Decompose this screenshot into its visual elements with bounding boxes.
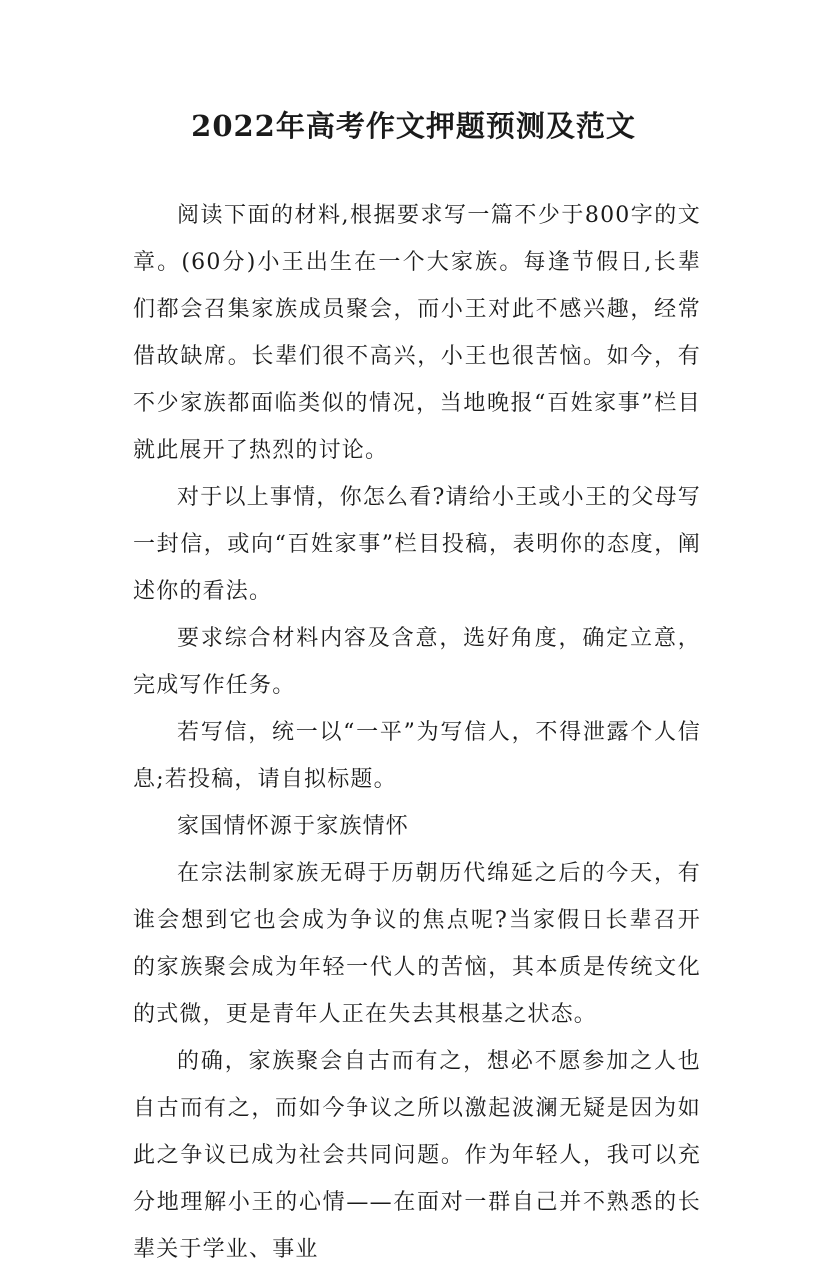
paragraph-question: 对于以上事情，你怎么看?请给小王或小王的父母写一封信，或向“百姓家事”栏目投稿，表明你的态度，阐述你的看法。 xyxy=(133,485,701,604)
essay-title: 家国情怀源于家族情怀 xyxy=(177,814,410,839)
document-title: 2022年高考作文押题预测及范文 xyxy=(191,109,636,143)
paragraph-requirement: 要求综合材料内容及含意，选好角度，确定立意，完成写作任务。 xyxy=(133,626,701,698)
paragraph-instruction: 若写信，统一以“一平”为写信人，不得泄露个人信息;若投稿，请自拟标题。 xyxy=(133,720,701,792)
essay-paragraph: 在宗法制家族无碍于历朝历代绵延之后的今天，有谁会想到它也会成为争议的焦点呢?当家假日长辈召开的家族聚会成为年轻一代人的苦恼，其本质是传统文化的式微，更是青年人正在失去其根基之状态。 xyxy=(133,861,701,1027)
document-body xyxy=(133,192,701,1273)
essay-paragraph: 的确，家族聚会自古而有之，想必不愿参加之人也自古而有之，而如今争议之所以激起波澜无疑是因为如此之争议已成为社会共同问题。作为年轻人，我可以充分地理解小王的心情——在面对一群自己并不熟悉的长辈关于学业、事业 xyxy=(133,1049,701,1262)
paragraph-prompt: 阅读下面的材料,根据要求写一篇不少于800字的文章。(60分)小王出生在一个大家族。每逢节假日,长辈们都会召集家族成员聚会，而小王对此不感兴趣，经常借故缺席。长辈们很不高兴，小王也很苦恼。如今，有不少家族都面临类似的情况，当地晚报“百姓家事”栏目就此展开了热烈的讨论。 xyxy=(133,203,701,463)
